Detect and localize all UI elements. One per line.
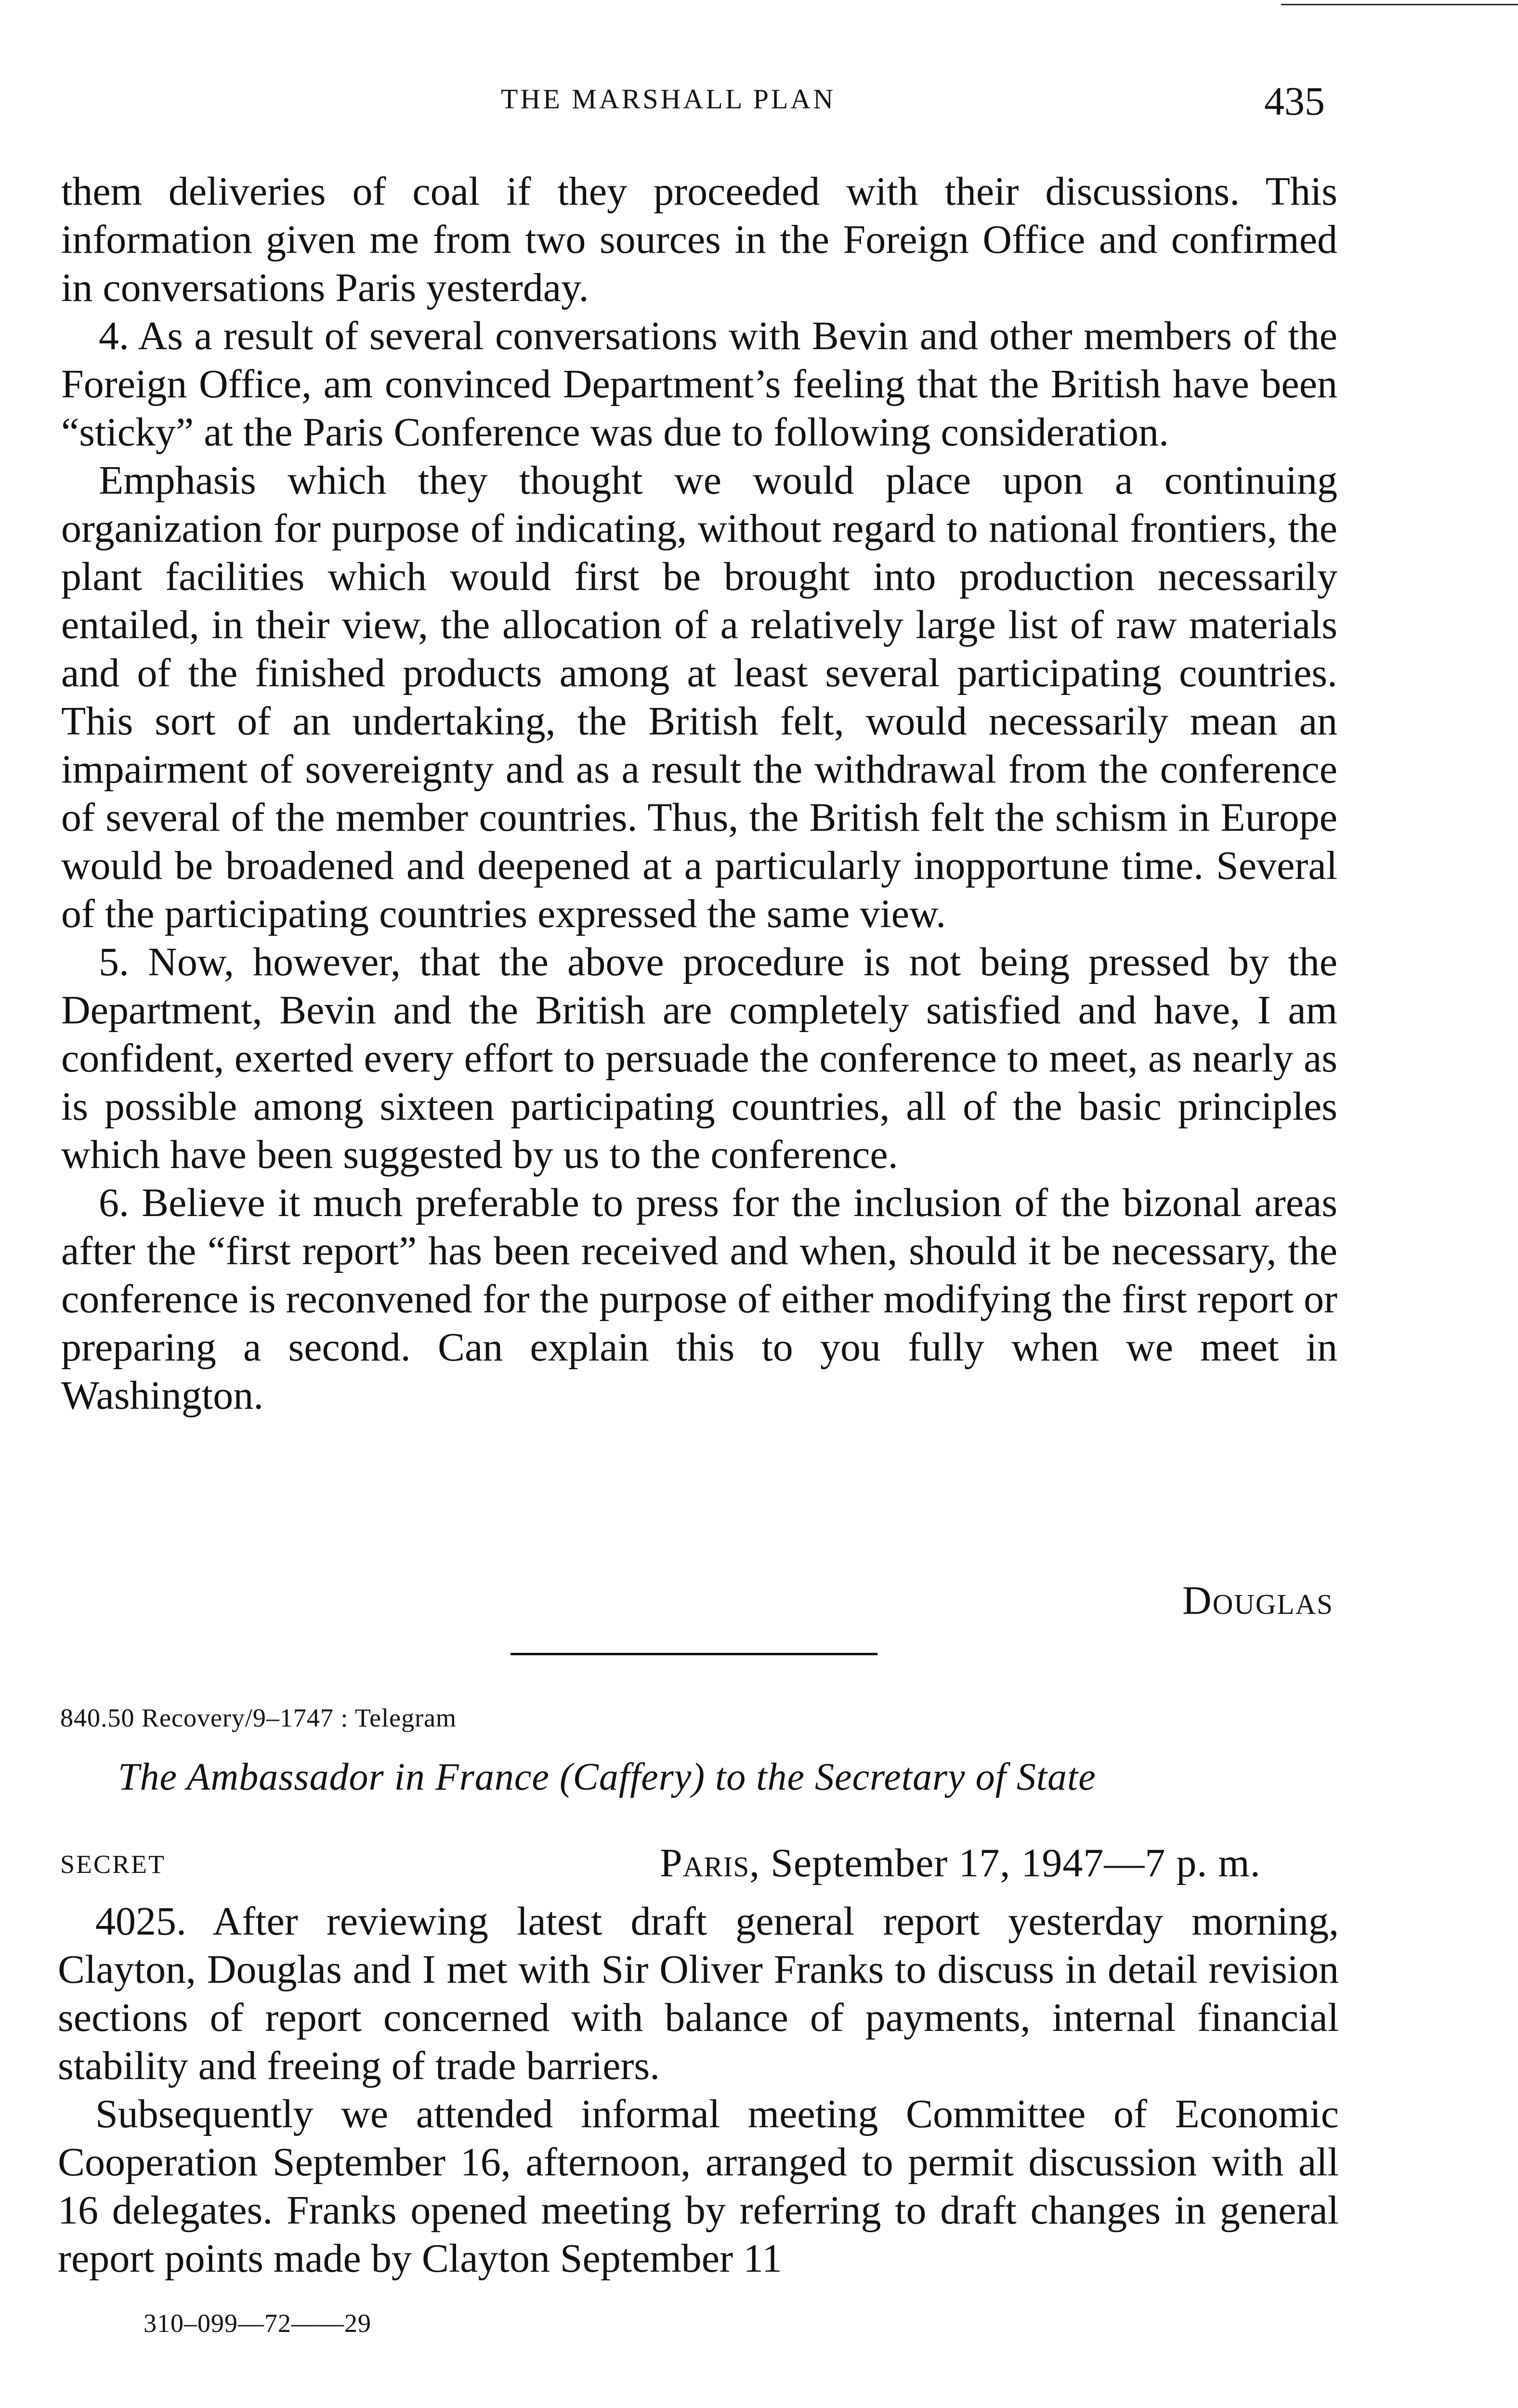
page-number: 435 (1264, 79, 1325, 124)
classification-label: SECRET (60, 1850, 166, 1879)
top-edge-rule (1281, 4, 1518, 5)
signature: Douglas (1182, 1578, 1334, 1623)
telegram-paragraph-2: Subsequently we attended informal meeting Committee of Economic Cooperation September 16, afternoon, arranged to permit discussion with all 16 delegates. Franks opened meeting by referring to draft changes in general report points made by Clayton September 11 (58, 2092, 1339, 2281)
filing-reference: 840.50 Recovery/9–1747 : Telegram (60, 1703, 457, 1732)
paragraph-5: 6. Believe it much preferable to press for the inclusion of the bizonal areas after the “first report” has been received and when, should it be necessary, the conference is reconvened for the purpose of either modifying the first report or preparing a second. Can explain this to you fully when we meet in Washington. (61, 1180, 1337, 1418)
dateline-date: September 17, 1947—7 p. m. (760, 1841, 1261, 1885)
telegram-continuation (61, 168, 1337, 1420)
section-divider (510, 1653, 877, 1655)
paragraph-2: 4. As a result of several conversations with Bevin and other members of the Foreign Office, am convinced Department’s feeling that the British have been “sticky” at the Paris Conference was due to following consideration. (61, 314, 1337, 455)
document-title: The Ambassador in France (Caffery) to the Secretary of State (118, 1756, 1096, 1798)
print-code: 310–099—72——29 (144, 2309, 371, 2338)
running-head: THE MARSHALL PLAN (501, 83, 836, 115)
paragraph-4: 5. Now, however, that the above procedure is not being pressed by the Department, Bevin and the British are completely satisfied and have, I am confident, exerted every effort to persuade the conference to meet, as nearly as is possible among sixteen participating countries, all of the basic principles which have been suggested by us to the conference. (61, 940, 1337, 1177)
telegram-body (58, 1898, 1339, 2283)
telegram-paragraph-1: 4025. After reviewing latest draft general report yesterday morning, Clayton, Douglas and I met with Sir Oliver Franks to discuss in detail revision sections of report concerned with balance of payments, internal financial stability and freeing of trade barriers. (58, 1899, 1339, 2088)
dateline (660, 1840, 1261, 1886)
paragraph-3: Emphasis which they thought we would place upon a continuing organization for purpose of indicating, without regard to national frontiers, the plant facilities which would first be brought into production necessarily entailed, in their view, the allocation of a relatively large list of raw materials and of the finished products among at least several participating countries. This sort of an undertaking, the British felt, would necessarily mean an impairment of sovereignty and as a result the withdrawal from the conference of several of the member countries. Thus, the British felt the schism in Europe would be broadened and deepened at a particularly inopportune time. Several of the participating countries expressed the same view. (61, 458, 1337, 936)
paragraph-1: them deliveries of coal if they proceeded with their discussions. This information given me from two sources in the Foreign Office and confirmed in conversations Paris yesterday. (61, 169, 1337, 310)
dateline-place: Paris, (660, 1841, 760, 1885)
